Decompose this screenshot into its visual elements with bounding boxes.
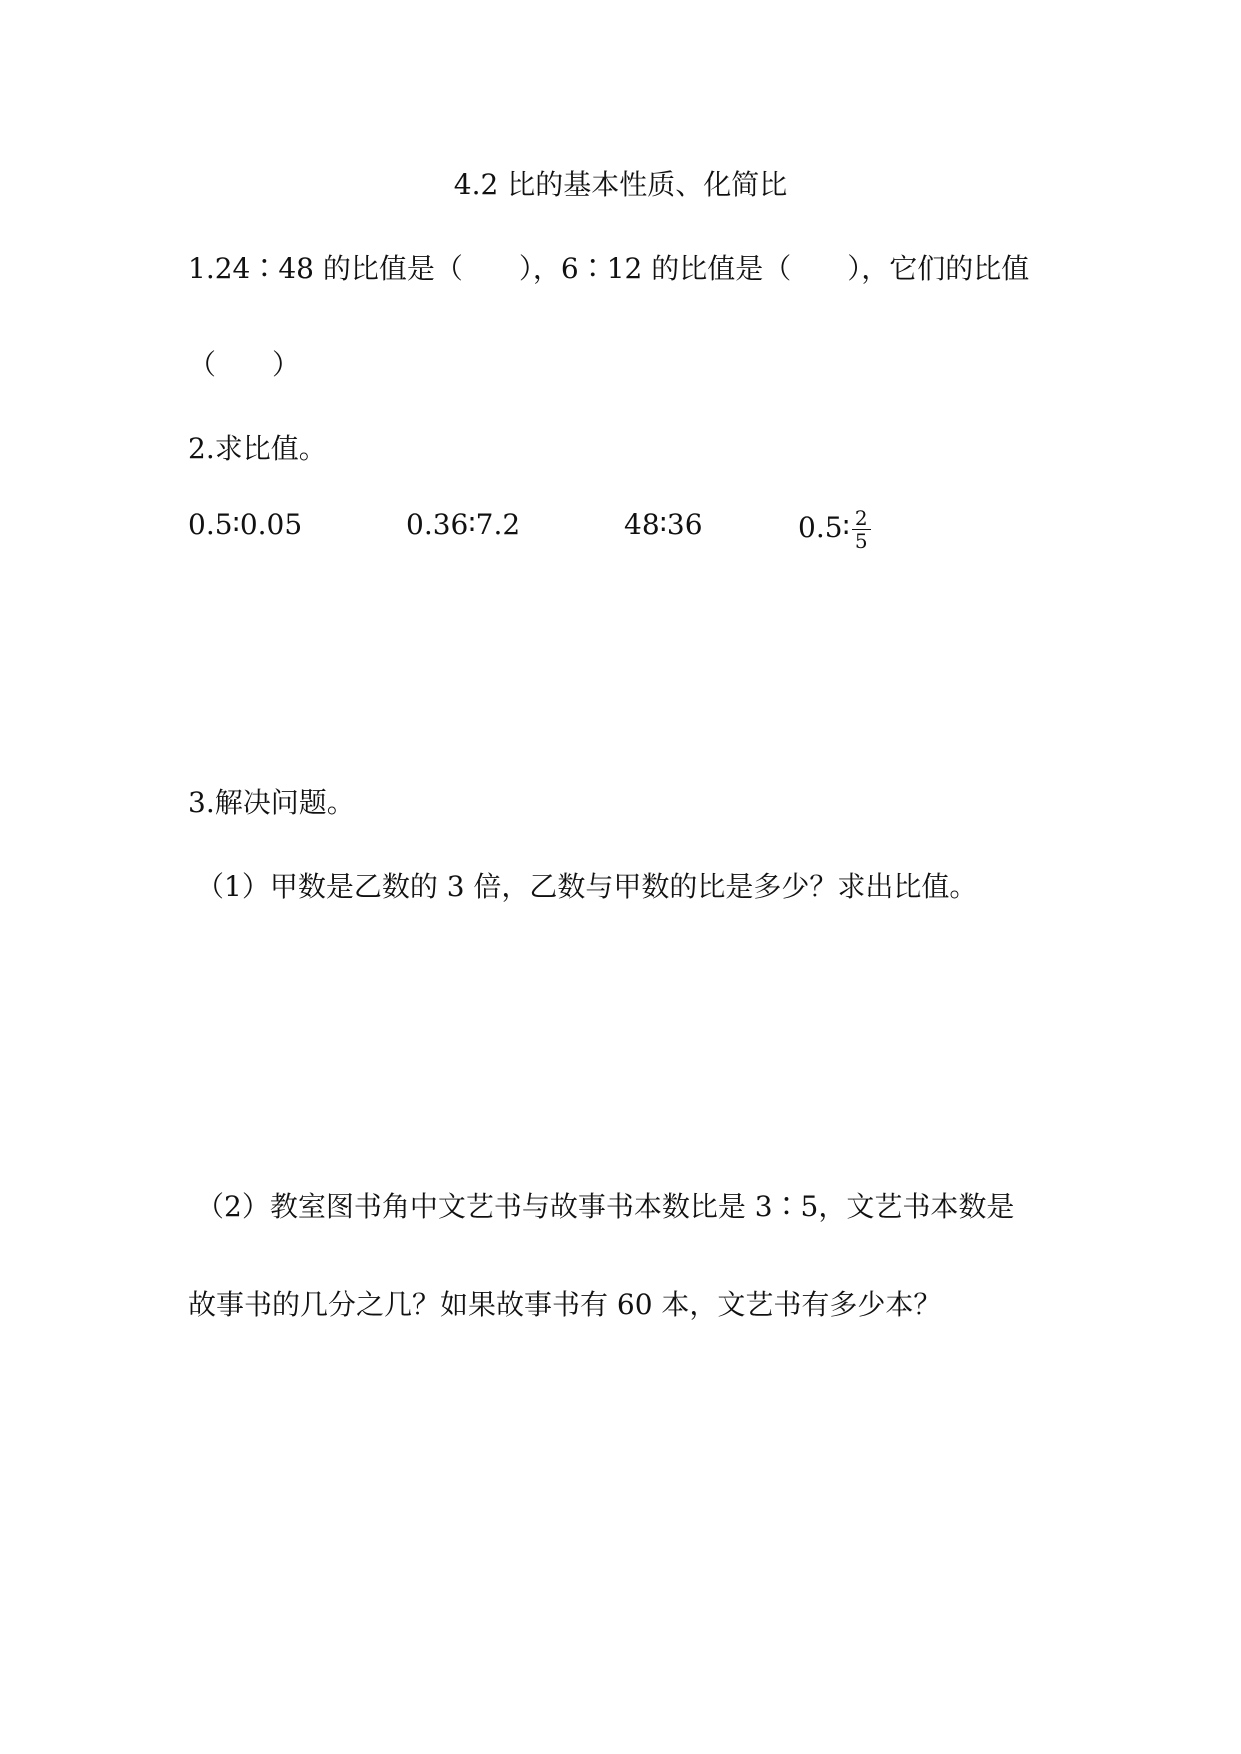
question-3-sub-2-line-1: （2）教室图书角中文艺书与故事书本数比是 3∶5，文艺书本数是	[196, 1190, 1015, 1223]
ratio-item-2: 0.36∶7.2	[406, 508, 521, 541]
question-3-heading: 3.解决问题。	[188, 786, 355, 819]
question-1-line-1: 1.24∶48 的比值是（ ），6∶12 的比值是（ ），它们的比值	[188, 252, 1030, 285]
fraction-denominator: 5	[854, 529, 868, 553]
ratio-item-4	[798, 507, 871, 552]
question-3-sub-1: （1）甲数是乙数的 3 倍，乙数与甲数的比是多少？求出比值。	[196, 870, 978, 903]
question-1-line-2: （ ）	[188, 348, 301, 381]
ratio-item-3: 48∶36	[624, 508, 703, 541]
ratio-item-1: 0.5∶0.05	[188, 508, 303, 541]
ratio-item-4-prefix: 0.5∶	[798, 511, 850, 544]
page-title: 4.2 比的基本性质、化简比	[453, 168, 788, 201]
fraction	[852, 507, 871, 552]
question-3-sub-2-line-2: 故事书的几分之几？如果故事书有 60 本，文艺书有多少本？	[188, 1288, 942, 1321]
question-2-heading: 2.求比值。	[188, 432, 327, 465]
fraction-numerator: 2	[852, 507, 871, 530]
